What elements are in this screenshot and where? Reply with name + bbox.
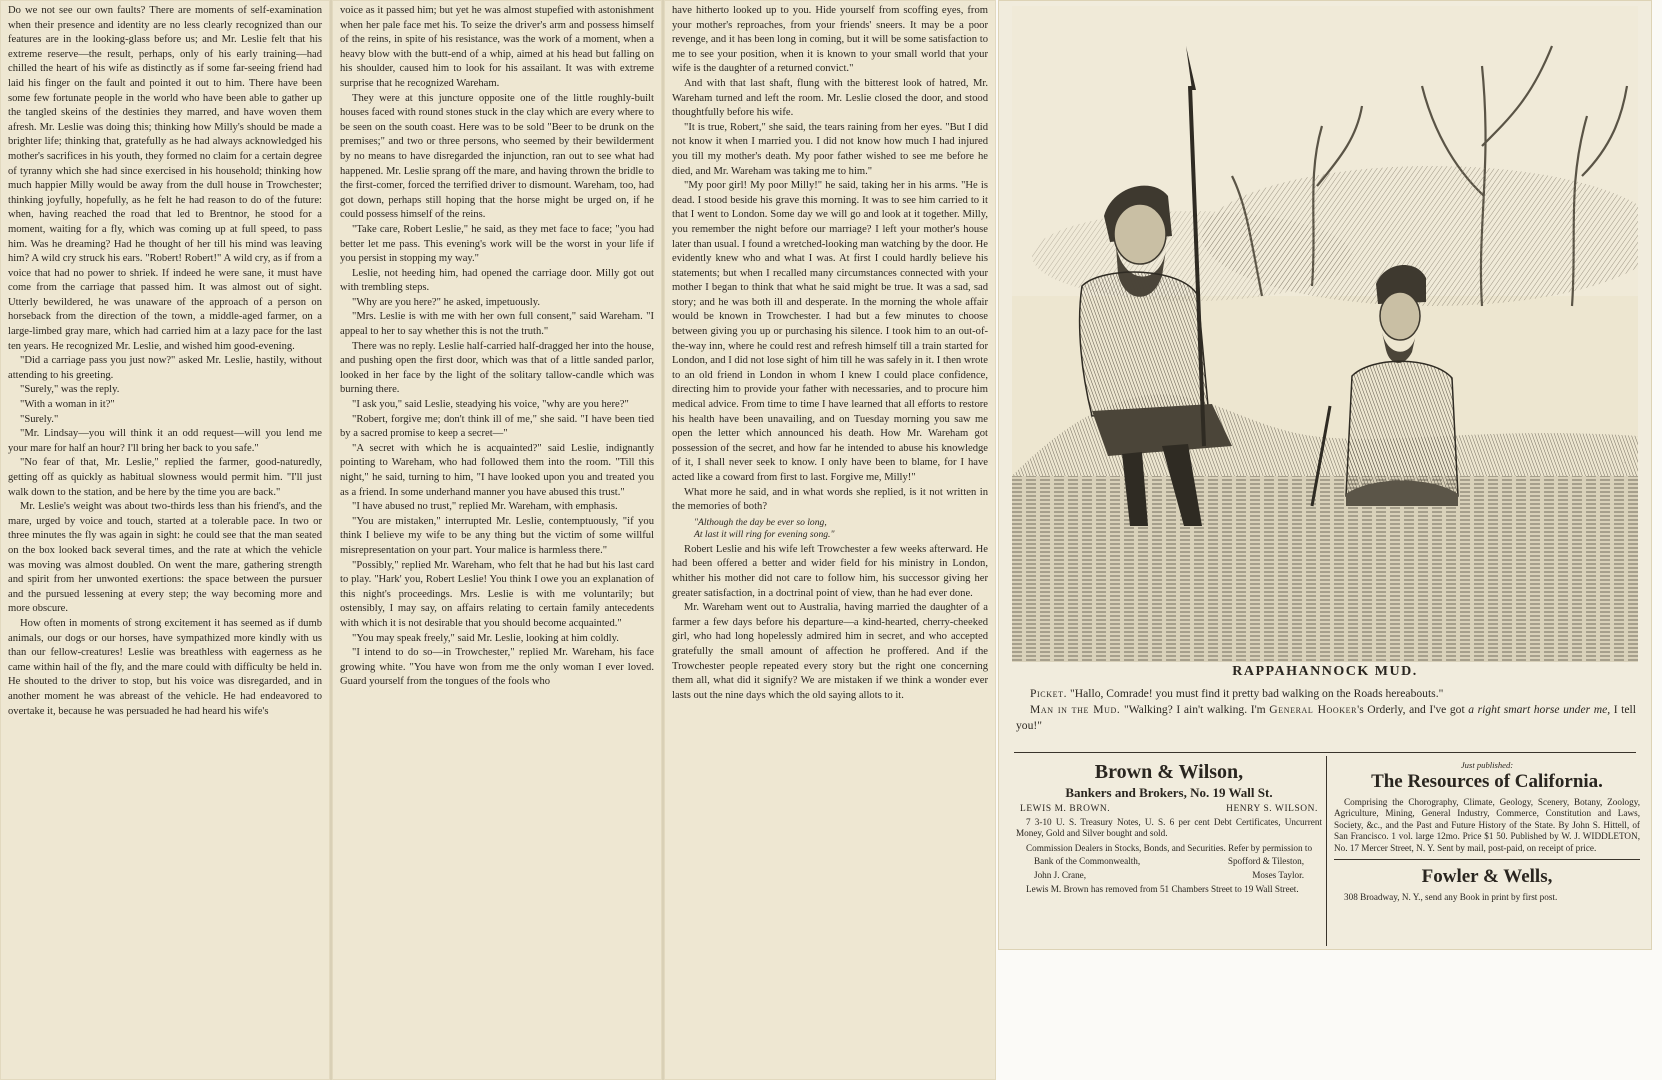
story-paragraph: voice as it passed him; but yet he was almost stupefied with astonishment when her pale face met his. To seize the driver's arm and possess himself of the reins, in spite of his resistance, was the work of a moment, when a heavy blow with the butt-end of a whip, aimed at his head but falling on his shoulder, caused him to look for his assailant. It was with extreme surprise that he recognized Wareham. — [340, 5, 654, 89]
verse-line: "Although the day be ever so long, — [694, 516, 827, 528]
story-paragraph: "You are mistaken," interrupted Mr. Leslie, contemptuously, "if you think I believe my wife to be any thing but the victim of some willful misrepresentation on your part. Your malice is harmless there." — [340, 515, 654, 556]
illustration-caption — [1016, 686, 1636, 734]
general-hooker: General Hooker — [1269, 703, 1358, 716]
story-column-1 — [0, 0, 330, 1080]
ad-reference-row — [1016, 856, 1322, 867]
reference: Moses Taylor. — [1252, 869, 1304, 880]
story-paragraph: "With a woman in it?" — [20, 399, 115, 411]
story-paragraph: Do we not see our own faults? There are moments of self-examination when their presence and identity are no less clearly recognized than our features are in the looking-glass before us; and Mr. Leslie felt that his extreme reserve—the result, perhaps, only of his early training—had chilled the heart of his wife as distinctly as if some far-seeing friend had laid his finger on the fault and pointed it out to him. There have been some few fortunate people in the world who have been able to gather up the tangled skeins of the destinies they marred, and have woven them afresh. Mr. Leslie was doing this; thinking how Milly's should be made a brighter life; thinking that, gratefully as he had always acknowledged his mother's sacrifices in his youth, they formed no claim for a certain degree of tyranny which she had since exercised in his household; thinking how much happier Milly would be away from the dull house in Trowchester; thinking joyfully, hopefully, as he felt he had reason to do of the future: when, having reached the road that led to Brentnor, he stood for a moment, waiting for a fly, which was coming up at full speed, to pass him. Was he dreaming? Had he thought of her till his mind was leaving him? A wild cry struck his ears. "Robert! Robert!" A wild cry, as if from a voice that had no power to shriek. If indeed he were sane, it must have come from the carriage that passed him. It was almost out of sight. Utterly bewildered, he was unaware of the approach of a person on horseback from the direction of the town, a middle-aged farmer, on a large-limbed gray mare, which had carried him at a lazy pace for the last ten years. He recognized Mr. Leslie, and wished him good-evening. — [8, 5, 322, 352]
story-paragraph: They were at this juncture opposite one of the little roughly-built houses faced with round stones stuck in the clay which are every where to be seen on the south coast. Here was to be sold "Beer to be drunk on the premises;" and two or three persons, who seemed by their bewilderment by no means to have disregarded the injunction, ran out to see what had happened. Mr. Leslie sprang off the mare, and having thrown the bridle to the first-comer, forced the terrified driver to dismount. Wareham, too, had got down, perhaps still hoping that the horse might be urged on, if he could possess himself of the reins. — [340, 92, 654, 221]
story-paragraph: "It is true, Robert," she said, the tears raining from her eyes. "But I did not know it when I married you. I did not know how much I had injured you till my mother's death. My poor father wished to see me before he died, and Mr. Wareham was taking me to him." — [672, 121, 988, 177]
story-paragraph: "Did a carriage pass you just now?" asked Mr. Leslie, hastily, without attending to his greeting. — [8, 355, 322, 381]
verse-line: At last it will ring for evening song." — [694, 528, 835, 540]
story-paragraph: "Surely." — [20, 413, 59, 425]
ad-body: Lewis M. Brown has removed from 51 Chambers Street to 19 Wall Street. — [1026, 884, 1299, 895]
man-label: Man in the Mud. — [1030, 703, 1121, 716]
man-dialog-italic: a right smart horse under me, — [1468, 703, 1611, 716]
story-paragraph: There was no reply. Leslie half-carried half-dragged her into the house, and pushing open the first door, which was that of a little sanded parlor, looked in her face by the light of the solitary tallow-candle which was burning there. — [340, 340, 654, 396]
rappahannock-mud-engraving — [1012, 6, 1638, 662]
story-paragraph: "Take care, Robert Leslie," he said, as they met face to face; "you had better let me pass. This evening's work will be the worst in your life if you persist in stopping my way." — [340, 223, 654, 265]
story-paragraph: "Why are you here?" he asked, impetuously. — [352, 296, 540, 308]
man-dialog-part-2: 's Orderly, and I've got — [1357, 703, 1465, 716]
ad-title: Brown & Wilson, — [1094, 761, 1244, 783]
story-paragraph: What more he said, and in what words she replied, is it not written in the memories of both? — [672, 486, 988, 513]
illustration-title: RAPPAHANNOCK MUD. — [1232, 664, 1418, 679]
story-paragraph: Mr. Wareham went out to Australia, having married the daughter of a farmer a few days before his departure—a kind-hearted, cherry-cheeked girl, who had long hopelessly admired him in secret, and who accepted gratefully the small amount of affection he proffered. And if the Trowchester people repeated every story but the right one concerning them all, what did it signify? We are mistaken if we think a wonder ever lasts out the nine days which the old saying allots to it. — [672, 602, 988, 701]
illustration-panel — [998, 0, 1652, 950]
story-paragraph: "Possibly," replied Mr. Wareham, who felt that he had but his last card to play. "Hark' you, Robert Leslie! You think I owe you an explanation of this night's proceedings. Mrs. Leslie is with me voluntarily; but ostensibly, I may say, on affairs relating to certain family antecedents with which it is not desirable that you should become acquainted." — [340, 559, 654, 629]
picket-dialog: "Hallo, Comrade! you must find it pretty bad walking on the Roads hereabouts." — [1070, 687, 1444, 700]
story-paragraph: "Mrs. Leslie is with me with her own full consent," said Wareham. "I appeal to her to say whether this is not the truth." — [340, 311, 654, 338]
ad-title-fowler-wells: Fowler & Wells, — [1421, 866, 1553, 888]
ad-title: The Resources of California. — [1371, 771, 1603, 792]
story-verse — [694, 517, 988, 541]
partner-name: HENRY S. WILSON. — [1226, 804, 1318, 814]
story-paragraph: "I have abused no trust," replied Mr. Wareham, with emphasis. — [352, 501, 618, 513]
ads-divider — [1326, 756, 1327, 946]
partner-name: LEWIS M. BROWN. — [1020, 804, 1111, 814]
story-paragraph: "No fear of that, Mr. Leslie," replied the farmer, good-naturedly, getting off as quickly as habitual slowness would permit him. "I'll just walk down to the station, and be here by the time you are back." — [8, 457, 322, 498]
ad-reference-row — [1016, 870, 1322, 881]
man-dialog-part-1: "Walking? I ain't walking. I'm — [1123, 703, 1266, 716]
ad-resources-california — [1334, 760, 1640, 903]
story-column-2 — [332, 0, 662, 1080]
story-paragraph: "A secret with which he is acquainted?" said Leslie, indignantly pointing to Wareham, who had followed them into the room. "Till this night," he said, turning to him, "I have looked upon you and treated you as a friend. In some underhand manner you have abused this trust." — [340, 442, 654, 498]
ad-rule — [1334, 859, 1640, 860]
ad-body: Commission Dealers in Stocks, Bonds, and Securities. Refer by permission to — [1026, 842, 1313, 853]
reference: John J. Crane, — [1034, 869, 1087, 880]
story-column-3 — [664, 0, 996, 1080]
ad-body: Comprising the Chorography, Climate, Geology, Scenery, Botany, Zoology, Agriculture, Mining, General Industry, Commerce, Constitution and Laws, Society, &c., and the Past and Future History of the State. By John S. Hittell, of San Francisco. 1 vol. large 12mo. Price $1 50. Published by W. J. WIDDLETON, No. 17 Mercer Street, N. Y. Sent by mail, post-paid, on receipt of price. — [1334, 797, 1640, 853]
story-paragraph: "Robert, forgive me; don't think ill of me," she said. "I have been tied by a sacred promise to keep a secret—" — [340, 413, 654, 440]
story-paragraph: And with that last shaft, flung with the bitterest look of hatred, Mr. Wareham turned and left the room. Mr. Leslie closed the door, and stood thoughtfully before his wife. — [672, 77, 988, 119]
story-paragraph: "I intend to do so—in Trowchester," replied Mr. Wareham, his face growing white. "You have won from me the only woman I ever loved. Guard yourself from the tongues of the fools who — [340, 647, 654, 688]
man-dialog-part-3: I tell you!" — [1016, 703, 1636, 732]
ad-brown-wilson — [1016, 760, 1322, 895]
story-paragraph: Mr. Leslie's weight was about two-thirds less than his friend's, and the mare, urged by voice and touch, started at a tolerable pace. In two or three minutes the fly was again in sight: he could see that the man seated on the box looked back several times, and the rate at which the vehicle was moving was almost doubled. On went the mare, gathering strength and spirit from her unwonted exertions: the space between the pursuer and the pursued lessening at every step; the way becoming more and more obscure. — [8, 501, 322, 615]
picket-label: Picket. — [1030, 687, 1068, 700]
ad-body: 308 Broadway, N. Y., send any Book in print by first post. — [1344, 892, 1558, 903]
story-paragraph: Leslie, not heeding him, had opened the carriage door. Milly got out with trembling steps. — [340, 267, 654, 294]
story-paragraph: "Surely," was the reply. — [20, 384, 120, 396]
story-paragraph: "I ask you," said Leslie, steadying his voice, "why are you here?" — [352, 399, 629, 411]
story-paragraph: "My poor girl! My poor Milly!" he said, taking her in his arms. "He is dead. I stood beside his grave this morning. It was to see him carried to it that I went to London. Some day we will go and look at it together. Milly, you remember the night before our marriage? I left your mother's house later than usual. I found a wretched-looking man watching by the door. He evidently knew who and what I was. At first I could hardly believe his statements; but when I recalled many circumstances connected with your mother I began to think that what he said might be true. It was a sad, sad story; and he was both ill and desperate. In the morning the whole affair would be known in Trowchester. I had but a few minutes to choose between giving you up or purchasing his silence. I took him to an out-of-the-way inn, where he could rest and refresh himself till a train started for London, and I did not lose sight of him till he was safely in it. I then wrote to an old friend in London in whom I knew I could place confidence, directing him to provide your father with necessaries, and to procure him medical advice. From time to time I have learned that all efforts to restore his health have been unavailing, and on Tuesday morning you saw me open the letter which announced his death. How Mr. Wareham got possession of the secret, and how far he intended to abuse his knowledge of it, I shall never seek to know. I only have been to blame, for I have acted like a coward from first to last. Forgive me, Milly!" — [672, 180, 988, 483]
story-paragraph: Robert Leslie and his wife left Trowchester a few weeks afterward. He had been offered a better and wider field for his ministry in London, whither his mother did not care to follow him, his successor giving her greater satisfaction, in a doctrinal point of view, than he had ever done. — [672, 543, 988, 599]
reference: Spofford & Tileston, — [1227, 856, 1304, 867]
story-paragraph: "You may speak freely," said Mr. Leslie, looking at him coldly. — [352, 632, 619, 644]
ad-kicker: Just published: — [1460, 760, 1514, 770]
story-paragraph: "Mr. Lindsay—you will think it an odd request—will you lend me your mare for half an hour? I'll bring her back to you safe." — [8, 428, 322, 454]
story-paragraph: have hitherto looked up to you. Hide yourself from scoffing eyes, from your mother's reproaches, from your friends' sneers. It may be a poor revenge, and it has been long in coming, but it will be some satisfaction to me to see your position, when it is known to your small world that your wife is the daughter of a returned convict." — [672, 5, 988, 75]
ad-body: 7 3-10 U. S. Treasury Notes, U. S. 6 per cent Debt Certificates, Uncurrent Money, Gold and Silver bought and sold. — [1016, 817, 1322, 839]
reference: Bank of the Commonwealth, — [1034, 856, 1141, 867]
story-paragraph: How often in moments of strong excitement it has seemed as if dumb animals, our dogs or our horses, have sympathized more kindly with us than our fellow-creatures! Leslie was breathless with eagerness as he came within hail of the fly, and the mare could with difficulty be held in. He shouted to the driver to stop, but his voice was disregarded, and in another moment he was abreast of the vehicle. He had endeavored to overtake it, because he was persuaded he had heard his wife's — [8, 617, 322, 717]
ad-partners — [1016, 804, 1322, 814]
ads-top-rule — [1014, 752, 1636, 753]
ad-subtitle: Bankers and Brokers, No. 19 Wall St. — [1065, 785, 1273, 800]
